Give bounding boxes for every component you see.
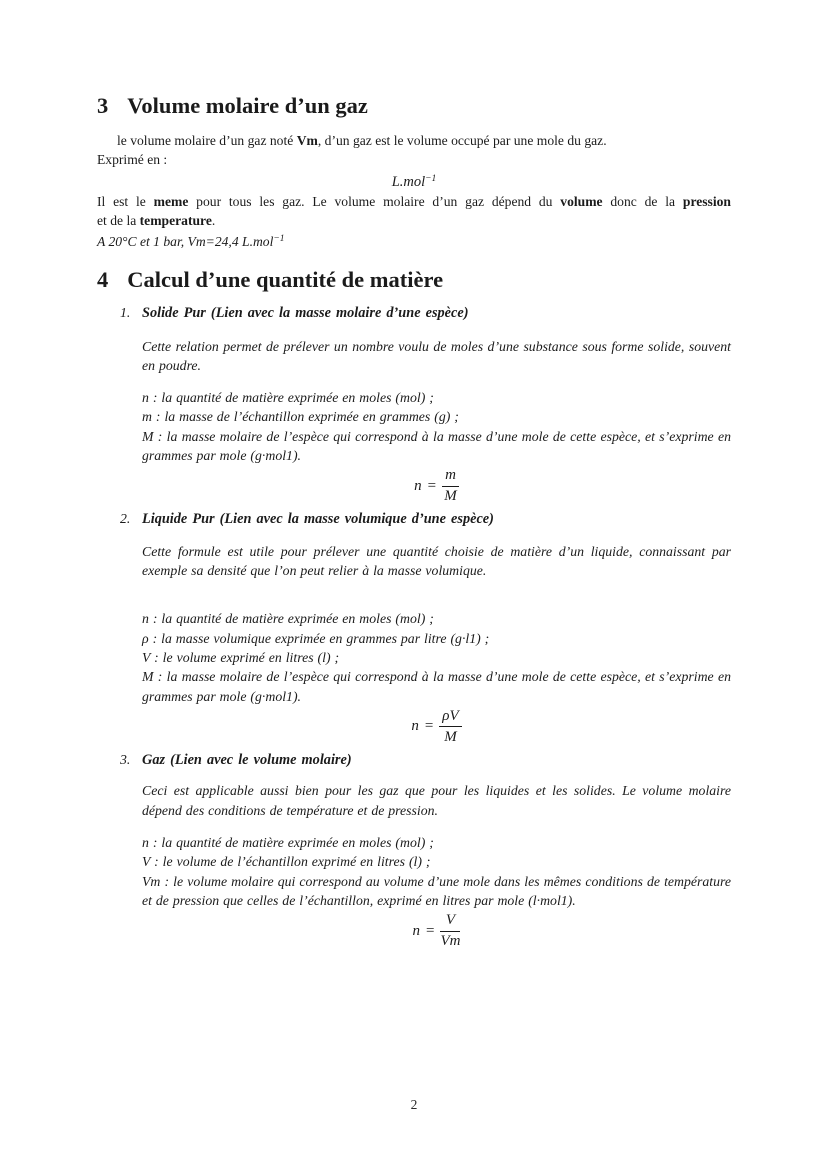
denominator: Vm xyxy=(440,933,461,950)
item-body xyxy=(142,337,731,506)
numerator: V xyxy=(440,912,460,932)
section-title: Volume molaire d’un gaz xyxy=(127,93,368,118)
paragraph-line xyxy=(97,131,731,150)
list-item-liquide-pur xyxy=(120,509,731,746)
definitions xyxy=(142,609,731,705)
section-number: 3 xyxy=(97,93,109,118)
text-run-bold: temperature xyxy=(139,213,212,228)
paragraph-meme-pour-tous xyxy=(97,192,731,230)
paragraph-volume-molaire xyxy=(97,131,731,169)
definition-V: V : le volume exprimé en litres (l) ; xyxy=(142,649,340,665)
formula-exponent: −1 xyxy=(273,234,285,244)
item-body xyxy=(142,781,731,950)
numerator: m xyxy=(442,467,459,487)
definition-n: n : la quantité de matière exprimée en moles (mol) ; xyxy=(142,611,434,627)
equals-sign: = xyxy=(424,718,434,735)
item-title: Liquide Pur (Lien avec la masse volumique d’une espèce) xyxy=(142,511,494,528)
section-title: Calcul d’une quantité de matière xyxy=(127,267,444,292)
definitions xyxy=(142,388,731,465)
paragraph-line: Exprimé en : xyxy=(97,152,168,167)
text-run: , d’un gaz est le volume occupé par une mole du gaz. xyxy=(317,133,607,148)
fraction xyxy=(442,467,459,505)
definition-V: V : le volume de l’échantillon exprimé en litres (l) ; xyxy=(142,854,431,870)
equals-sign: = xyxy=(427,477,437,494)
item-number: 2. xyxy=(120,511,131,527)
note-vm-value xyxy=(97,230,731,251)
paragraph-line xyxy=(97,211,731,230)
text-run-bold: volume xyxy=(560,194,603,209)
page-number: 2 xyxy=(410,1097,418,1112)
text-run: donc de la xyxy=(602,194,683,209)
formula-lhs: n xyxy=(411,718,419,735)
definition-M: M : la masse molaire de l’espèce qui correspond à la masse d’une mole de cette espèce, et s’exprime en grammes par mole (g·mol1). xyxy=(142,428,731,463)
item-heading xyxy=(120,303,731,324)
definition-M: M : la masse molaire de l’espèce qui correspond à la masse d’une mole de cette espèce, et s’exprime en grammes par mole (g·mol1). xyxy=(142,669,731,704)
list-item-solide-pur xyxy=(120,303,731,505)
definition-n: n : la quantité de matière exprimée en moles (mol) ; xyxy=(142,390,434,406)
section-4-heading xyxy=(97,267,731,293)
text-run-bold: Vm xyxy=(296,133,318,148)
text-run: le volume molaire d’un gaz noté xyxy=(117,133,297,148)
text-run: et de la xyxy=(97,213,140,228)
definition-m: m : la masse de l’échantillon exprimée en grammes (g) ; xyxy=(142,409,459,425)
formula-n-equals-V-over-Vm xyxy=(142,912,731,950)
page-content xyxy=(97,0,731,950)
item-number: 3. xyxy=(120,751,131,767)
section-3-heading xyxy=(97,0,731,119)
text-run: Il est le xyxy=(97,194,154,209)
fraction xyxy=(439,708,461,746)
text-run-bold: meme xyxy=(153,194,189,209)
list-item-gaz xyxy=(120,750,731,950)
item-title: Gaz (Lien avec le volume molaire) xyxy=(142,751,352,768)
formula-exponent: −1 xyxy=(425,174,437,184)
denominator: M xyxy=(444,728,457,745)
definition-Vm: Vm : le volume molaire qui correspond au volume d’une mole dans les mêmes conditions de température et de pression que celles de l’échantillon, exprimé en litres par mole (l·mol1). xyxy=(142,873,731,908)
text-run: . xyxy=(211,213,216,228)
item-paragraph: Cette relation permet de prélever un nombre voulu de moles d’une substance sous forme solide, souvent en poudre. xyxy=(142,338,731,373)
formula-unit-lmol xyxy=(97,169,731,192)
formula-lhs: n xyxy=(414,477,422,494)
definition-rho: ρ : la masse volumique exprimée en grammes par litre (g·l1) ; xyxy=(142,630,490,646)
equals-sign: = xyxy=(426,922,435,939)
item-paragraph: Cette formule est utile pour prélever une quantité choisie de matière d’un liquide, connaissant par exemple sa densité que l’on peut relier à la masse volumique. xyxy=(142,543,731,579)
fraction xyxy=(440,912,460,950)
text-run: A 20°C et 1 bar, Vm=24,4 L.mol xyxy=(97,234,274,249)
item-body xyxy=(142,542,731,746)
formula-lhs: n xyxy=(412,922,421,939)
item-paragraph: Ceci est applicable aussi bien pour les gaz que pour les liquides et les solides. Le volume molaire dépend des conditions de température et de pression. xyxy=(142,783,731,818)
formula-base: L.mol xyxy=(391,174,426,190)
paragraph-line xyxy=(97,192,731,211)
item-heading xyxy=(120,750,731,771)
formula-n-equals-m-over-M xyxy=(142,467,731,505)
definitions xyxy=(142,833,731,910)
text-run-bold: pression xyxy=(682,194,731,209)
text-run: pour tous les gaz. Le volume molaire d’un gaz dépend du xyxy=(188,194,561,209)
section-number: 4 xyxy=(97,267,109,292)
numerator: ρV xyxy=(439,708,461,728)
formula-n-equals-rhoV-over-M xyxy=(142,708,731,746)
definition-n: n : la quantité de matière exprimée en moles (mol) ; xyxy=(142,834,434,850)
denominator: M xyxy=(444,488,457,505)
item-title: Solide Pur (Lien avec la masse molaire d’une espèce) xyxy=(142,305,469,321)
item-heading xyxy=(120,509,731,530)
item-number: 1. xyxy=(120,305,131,320)
